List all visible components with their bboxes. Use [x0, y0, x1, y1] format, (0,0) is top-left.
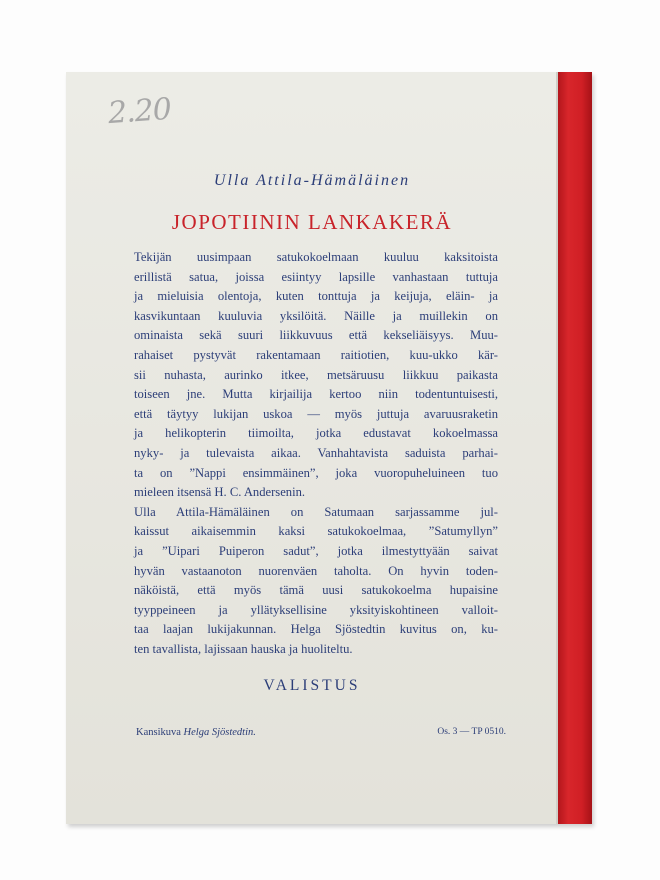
catalog-number: Os. 3 — TP 0510.: [437, 727, 506, 737]
blurb-line: ominaista sekä suuri liikkuvuus että kekseliäisyys. Muu-: [134, 328, 498, 343]
blurb-line: erillistä satua, joissa esiintyy lapsille vanhastaan tuttuja: [134, 269, 498, 284]
blurb-line: nyky- ja tulevaista aikaa. Vanhahtavista saduista parhai-: [134, 445, 498, 460]
blurb-line: Tekijän uusimpaan satukokoelmaan kuuluu kaksitoista: [134, 250, 498, 264]
author-name: Ulla Attila-Hämäläinen: [213, 172, 411, 189]
blurb-line: toiseen jne. Mutta kirjailija kertoo niin todentuntuisesti,: [134, 387, 498, 402]
blurb-line: kaissut aikaisemmin kaksi satukokoelmaa, ”Satumyllyn”: [134, 524, 498, 539]
publisher-name: VALISTUS: [263, 677, 361, 694]
blurb-line: Ulla Attila-Hämäläinen on Satumaan sarjassamme jul-: [134, 504, 498, 519]
blurb-line: ta on ”Nappi ensimmäinen”, joka vuoropuheluineen tuo: [134, 465, 498, 480]
cover-credit: [136, 727, 256, 738]
blurb-line: taa laajan lukijakunnan. Helga Sjöstedtin kuvitus on, ku-: [134, 622, 498, 637]
blurb-line: hyvän vastaanoton nuorenväen taholta. On hyvin toden-: [134, 563, 498, 578]
blurb-line: kasvikuntaan kuuluvia yksilöitä. Näille ja muillekin on: [134, 308, 498, 323]
blurb-line: tyyppeineen ja yllätyksellisine yksityiskohtineen valloit-: [134, 602, 498, 617]
handwritten-price: 2.20: [106, 91, 172, 132]
blurb-line: ja ”Uipari Puiperon sadut”, jotka ilmestyttyään saivat: [134, 543, 498, 558]
blurb-line: ja helikopterin tiimoilta, jotka edustavat kokoelmassa: [134, 426, 498, 441]
cover-credit-prefix: Kansikuva: [136, 727, 181, 738]
book-back-cover: [66, 72, 592, 824]
blurb-line: näköistä, että myös tämä uusi satukokoelma hupaisine: [134, 583, 498, 598]
red-spine: [558, 72, 592, 824]
cover-panel: [66, 72, 558, 824]
blurb-line: ten tavallista, lajissaan hauska ja huoliteltu.: [134, 641, 353, 656]
blurb-line: mieleen itsensä H. C. Andersenin.: [134, 485, 306, 500]
book-title: JOPOTIININ LANKAKERÄ: [171, 210, 453, 234]
blurb-line: ja mieluisia olentoja, kuten tonttuja ja keijuja, eläin- ja: [134, 289, 498, 304]
blurb-text: [134, 248, 498, 659]
blurb-line: että täytyy lukijan uskoa — myös juttuja avaruusraketin: [134, 406, 498, 421]
blurb-line: rahaiset pystyvät rakentamaan raitiotien, kuu-ukko kär-: [134, 347, 498, 362]
blurb-line: sii nuhasta, aurinko itkee, metsäruusu liikkuu paikasta: [134, 367, 498, 382]
cover-illustrator: Helga Sjöstedtin.: [183, 727, 256, 738]
